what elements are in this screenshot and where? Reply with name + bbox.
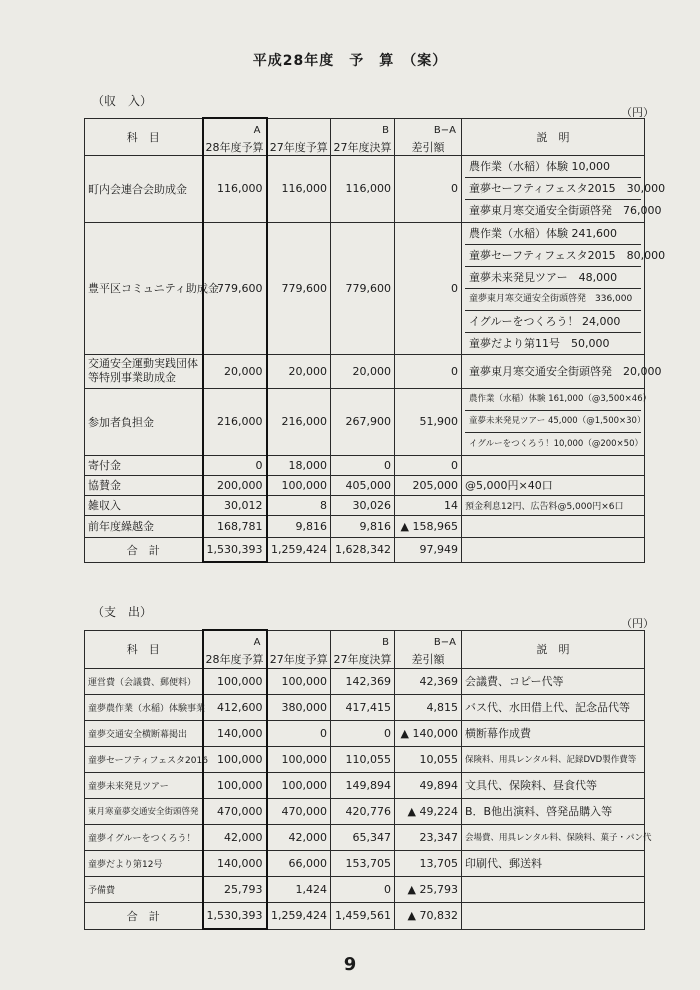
table-row [85, 824, 645, 850]
total-y27: 1,259,424 [267, 902, 331, 929]
row-k27: 0 [331, 455, 395, 475]
row-k27: 779,600 [331, 222, 395, 354]
desc-line: 童夢セーフティフェスタ2015 80,000 [465, 245, 641, 267]
row-y28: 42,000 [203, 824, 267, 850]
row-desc: 預金利息12円、広告料@5,000円×6口 [462, 495, 645, 515]
row-y27: 18,000 [267, 455, 331, 475]
row-y28: 470,000 [203, 798, 267, 824]
row-diff: 10,055 [395, 746, 462, 772]
income-header-row [85, 118, 645, 155]
expense-table [84, 629, 652, 930]
desc-line: イグルーをつくろう！ 24,000 [465, 311, 641, 333]
row-y27: 216,000 [267, 388, 331, 455]
total-k27: 1,628,342 [331, 537, 395, 562]
table-row [85, 746, 645, 772]
desc-line: 童夢未来発見ツアー 48,000 [465, 267, 641, 289]
row-diff: 14 [395, 495, 462, 515]
desc-line: 童夢だより第11号 50,000 [469, 336, 610, 350]
expense-header-y28: 28年度予算 A [203, 630, 267, 668]
desc-line: 農作業（水稲）体験 161,000（@3,500×46） [465, 389, 641, 411]
row-y28: 200,000 [203, 475, 267, 495]
row-k27: 116,000 [331, 155, 395, 222]
row-diff: 23,347 [395, 824, 462, 850]
row-k27: 30,026 [331, 495, 395, 515]
row-name: 童夢セーフティフェスタ2016 [85, 746, 203, 772]
row-y27: 66,000 [267, 850, 331, 876]
row-y28: 412,600 [203, 694, 267, 720]
desc-line: 童夢未来発見ツアー 45,000（@1,500×30） [465, 411, 641, 433]
total-desc [462, 902, 645, 929]
total-diff: ▲ 70,832 [395, 902, 462, 929]
total-row [85, 902, 645, 929]
row-y28: 168,781 [203, 515, 267, 537]
row-y28: 216,000 [203, 388, 267, 455]
expense-unit: （円） [621, 617, 654, 630]
table-row [85, 798, 645, 824]
row-y28: 116,000 [203, 155, 267, 222]
table-row [85, 772, 645, 798]
row-diff: 4,815 [395, 694, 462, 720]
row-y28: 25,793 [203, 876, 267, 902]
income-header-diff: 差引額 B−A [395, 118, 462, 155]
table-row [85, 475, 645, 495]
expense-header-row [85, 630, 645, 668]
row-k27: 417,415 [331, 694, 395, 720]
row-y27: 100,000 [267, 772, 331, 798]
row-y28: 20,000 [203, 354, 267, 388]
row-y28: 100,000 [203, 668, 267, 694]
total-row [85, 537, 645, 562]
desc-line: 童夢セーフティフェスタ2015 30,000 [465, 178, 641, 200]
row-y27: 380,000 [267, 694, 331, 720]
row-y28: 100,000 [203, 772, 267, 798]
row-name: 童夢だより第12号 [85, 850, 203, 876]
income-unit: （円） [621, 106, 654, 119]
page-title: 平成28年度 予 算 （案） [252, 53, 448, 69]
row-k27: 142,369 [331, 668, 395, 694]
expense-header-diff: 差引額 B−A [395, 630, 462, 668]
table-row [85, 222, 645, 354]
row-y27: 100,000 [267, 746, 331, 772]
row-name: 寄付金 [85, 455, 203, 475]
row-k27: 153,705 [331, 850, 395, 876]
desc-line: 童夢東月寒交通安全街頭啓発 336,000 [465, 289, 641, 311]
row-y28: 779,600 [203, 222, 267, 354]
expense-header-kamoku: 科 目 [85, 630, 203, 668]
row-name: 童夢未来発見ツアー [85, 772, 203, 798]
row-diff: ▲ 49,224 [395, 798, 462, 824]
page-number: 9 [343, 954, 357, 975]
row-diff: 205,000 [395, 475, 462, 495]
row-desc [462, 876, 645, 902]
income-section-label: （収 入） [92, 94, 153, 108]
row-name: 交通安全運動実践団体等特別事業助成金 [85, 354, 203, 388]
row-k27: 0 [331, 876, 395, 902]
row-diff: 42,369 [395, 668, 462, 694]
income-header-y27: 27年度予算 [267, 118, 331, 155]
row-diff: ▲ 158,965 [395, 515, 462, 537]
row-k27: 9,816 [331, 515, 395, 537]
row-name: 予備費 [85, 876, 203, 902]
row-diff: 0 [395, 354, 462, 388]
row-name: 町内会連合会助成金 [85, 155, 203, 222]
row-k27: 65,347 [331, 824, 395, 850]
row-name: 豊平区コミュニティ助成金 [85, 222, 203, 354]
row-y27: 0 [267, 720, 331, 746]
row-name: 雑収入 [85, 495, 203, 515]
desc-line: 童夢東月寒交通安全街頭啓発 20,000 [469, 365, 662, 378]
row-y27: 779,600 [267, 222, 331, 354]
row-y28: 100,000 [203, 746, 267, 772]
desc-line: 農作業（水稲）体験 241,600 [465, 223, 641, 245]
expense-header-k27: 27年度決算 B [331, 630, 395, 668]
row-k27: 149,894 [331, 772, 395, 798]
row-diff: 13,705 [395, 850, 462, 876]
row-y28: 30,012 [203, 495, 267, 515]
row-name: 前年度繰越金 [85, 515, 203, 537]
row-desc [462, 222, 666, 354]
row-k27: 420,776 [331, 798, 395, 824]
table-row [85, 155, 645, 222]
row-y28: 0 [203, 455, 267, 475]
row-desc [462, 515, 645, 537]
table-row [85, 720, 645, 746]
row-name: 東月寒童夢交通安全街頭啓発 [85, 798, 203, 824]
table-row [85, 850, 645, 876]
row-k27: 0 [331, 720, 395, 746]
row-k27: 405,000 [331, 475, 395, 495]
row-diff: ▲ 25,793 [395, 876, 462, 902]
row-desc: @5,000円×40口 [462, 475, 645, 495]
desc-line: 農作業（水稲）体験 10,000 [465, 156, 641, 178]
row-desc: 会議費、コピー代等 [462, 668, 645, 694]
table-row [85, 876, 645, 902]
income-header-k27: 27年度決算 B [331, 118, 395, 155]
row-desc: 保険料、用具レンタル料、記録DVD製作費等 [462, 746, 645, 772]
row-y27: 116,000 [267, 155, 331, 222]
row-desc [462, 354, 662, 388]
row-diff: ▲ 140,000 [395, 720, 462, 746]
row-diff: 49,894 [395, 772, 462, 798]
table-row [85, 694, 645, 720]
row-name: 童夢交通安全横断幕掲出 [85, 720, 203, 746]
row-diff: 0 [395, 222, 462, 354]
total-y27: 1,259,424 [267, 537, 331, 562]
table-row [85, 354, 645, 388]
total-k27: 1,459,561 [331, 902, 395, 929]
row-y27: 42,000 [267, 824, 331, 850]
row-desc [462, 455, 645, 475]
row-y27: 20,000 [267, 354, 331, 388]
income-header-y28: 28年度予算 A [203, 118, 267, 155]
total-desc [462, 537, 645, 562]
desc-line: イグルーをつくろう！10,000（@200×50） [469, 438, 643, 449]
row-y27: 470,000 [267, 798, 331, 824]
row-desc: バス代、水田借上代、記念品代等 [462, 694, 645, 720]
row-desc [462, 388, 652, 455]
row-name: 運営費（会議費、郵便料） [85, 668, 203, 694]
total-label: 合 計 [85, 537, 203, 562]
row-desc: B．B他出演料、啓発品購入等 [462, 798, 645, 824]
table-row [85, 495, 645, 515]
row-k27: 110,055 [331, 746, 395, 772]
row-k27: 267,900 [331, 388, 395, 455]
row-diff: 51,900 [395, 388, 462, 455]
row-y27: 100,000 [267, 475, 331, 495]
expense-header-desc: 説 明 [462, 630, 645, 668]
income-table [84, 117, 666, 563]
row-desc: 横断幕作成費 [462, 720, 645, 746]
expense-section-label: （支 出） [92, 605, 153, 619]
total-diff: 97,949 [395, 537, 462, 562]
row-desc: 会場費、用具レンタル料、保険料、菓子・パン代 [462, 824, 645, 850]
row-y27: 8 [267, 495, 331, 515]
table-row [85, 388, 645, 455]
row-name: 童夢農作業（水稲）体験事業 [85, 694, 203, 720]
row-name: 童夢イグルーをつくろう！ [85, 824, 203, 850]
row-diff: 0 [395, 455, 462, 475]
row-y28: 140,000 [203, 720, 267, 746]
income-header-kamoku: 科 目 [85, 118, 203, 155]
expense-header-y27: 27年度予算 [267, 630, 331, 668]
total-label: 合 計 [85, 902, 203, 929]
table-row [85, 515, 645, 537]
row-y28: 140,000 [203, 850, 267, 876]
row-desc [462, 155, 666, 222]
table-row [85, 668, 645, 694]
table-row [85, 455, 645, 475]
row-k27: 20,000 [331, 354, 395, 388]
row-name: 参加者負担金 [85, 388, 203, 455]
total-y28: 1,530,393 [203, 537, 267, 562]
row-y27: 100,000 [267, 668, 331, 694]
row-y27: 9,816 [267, 515, 331, 537]
row-desc: 文具代、保険料、昼食代等 [462, 772, 645, 798]
row-desc: 印刷代、郵送料 [462, 850, 645, 876]
row-name: 協賛金 [85, 475, 203, 495]
income-header-desc: 説 明 [462, 118, 645, 155]
row-diff: 0 [395, 155, 462, 222]
total-y28: 1,530,393 [203, 902, 267, 929]
row-y27: 1,424 [267, 876, 331, 902]
desc-line: 童夢東月寒交通安全街頭啓発 76,000 [469, 203, 662, 217]
